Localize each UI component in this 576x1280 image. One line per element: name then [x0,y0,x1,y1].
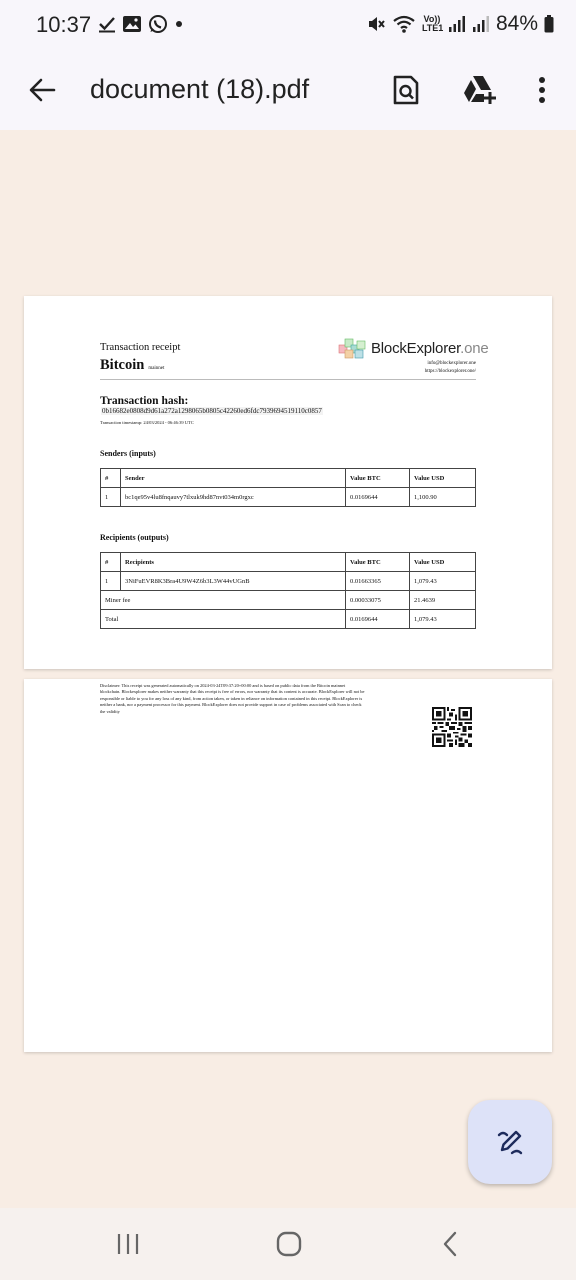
arrow-back-icon [28,76,56,104]
logo-text-main: BlockExplorer [371,339,461,357]
qr-code-icon [432,707,472,747]
column-header: Value BTC [346,469,410,488]
whatsapp-icon [148,14,168,34]
back-button[interactable] [24,72,60,108]
back-icon [440,1230,460,1258]
contact-email: info@blockexplorer.one [427,361,476,366]
cell-usd: 1,079.43 [410,572,476,591]
pdf-page-2 [24,679,552,1052]
clock: 10:37 [36,12,92,37]
column-header: Sender [121,469,346,488]
recent-apps-icon [116,1232,140,1256]
recent-apps-button[interactable] [112,1230,144,1258]
transaction-timestamp: Transaction timestamp: 24/03/2024 - 06:46:39 UTC [100,420,194,425]
recipients-table [100,552,476,629]
cell-btc: 0.01663365 [346,572,410,591]
search-in-document-button[interactable] [386,70,426,110]
image-icon [122,15,142,33]
column-header: Value BTC [346,553,410,572]
app-bar [0,52,576,130]
contact-url: https://blockexplorer.one/ [424,369,476,374]
more-icon [538,76,546,104]
receipt-label: Transaction receipt [100,342,181,353]
network-label: mainnet [148,366,165,371]
table-header-row [101,469,476,488]
logo-text [371,340,489,357]
total-btc: 0.0169644 [346,610,410,629]
notification-dot-icon [174,19,184,29]
mute-icon [366,14,386,34]
fee-usd: 21.4639 [410,591,476,610]
coin-label: Bitcoin [100,357,145,373]
total-row [101,610,476,629]
status-bar [0,0,576,52]
coin-name [100,357,164,374]
contact-info [425,360,476,376]
cell-address: 3NiFuEVR8K3Bra4U9W4Z6b3L3W44vUGnB [121,572,346,591]
search-document-icon [392,74,420,106]
edit-fab-button[interactable] [468,1100,552,1184]
edit-pen-icon [495,1127,525,1157]
cube-logo-icon [338,336,368,360]
logo-text-suffix: .one [460,339,489,357]
total-usd: 1,079.43 [410,610,476,629]
column-header: Value USD [410,553,476,572]
table-row [101,488,476,507]
blockexplorer-logo [338,336,489,360]
total-label: Total [101,610,346,629]
more-options-button[interactable] [522,70,562,110]
miner-fee-row [101,591,476,610]
column-header: Value USD [410,469,476,488]
check-icon [98,15,116,33]
header-divider [100,379,476,380]
nav-back-button[interactable] [434,1230,466,1258]
senders-table [100,468,476,507]
drive-add-icon [462,74,498,106]
cell-num: 1 [101,488,121,507]
cell-address: bc1qe95v4lu8fnqauvy7tlxuk9hd87nvt034m0rgxc [121,488,346,507]
hash-value: 0b16682e0808d9d61a272a1298065b0805c42260ed6fdc7939694519110c0857 [102,407,322,415]
senders-heading: Senders (inputs) [100,449,156,458]
column-header: Recipients [121,553,346,572]
fee-btc: 0.00033075 [346,591,410,610]
battery-percent: 84% [495,12,538,35]
disclaimer-text: Disclaimer: This receipt was generated automatically on 2024-03-24T09:37:20+00:00 and is based on public data from the Bitcoin mainnet blockchain. Blockexplorer makes neither warranty that this receipt is free of errors, nor warranty that its content is accurate. BlockExplorer will not be responsible or liable to you for any loss of any kind, from action taken, or taken in reliance on information contained in this receipt. BlockExplorer is neither a bank, nor a payment processor for this payment. BlockExplorer does not provide support in case of problems associated with Scan to check the validity [100,683,365,714]
signal-icon [472,15,490,33]
home-button[interactable] [273,1230,305,1258]
signal-icon [448,15,466,33]
network-label: Vo)) LTE1 [421,14,444,33]
save-to-drive-button[interactable] [460,70,500,110]
column-header: # [101,553,121,572]
cell-btc: 0.0169644 [346,488,410,507]
wifi-icon [392,14,416,34]
pdf-page-1 [24,296,552,669]
table-row [101,572,476,591]
recipients-heading: Recipients (outputs) [100,533,169,542]
cell-num: 1 [101,572,121,591]
document-title: document (18).pdf [90,74,310,104]
battery-icon [544,15,554,33]
table-header-row [101,553,476,572]
column-header: # [101,469,121,488]
cell-usd: 1,100.90 [410,488,476,507]
system-navigation-bar [0,1208,576,1280]
home-icon [276,1231,302,1257]
hash-heading: Transaction hash: [100,395,189,407]
fee-label: Miner fee [101,591,346,610]
